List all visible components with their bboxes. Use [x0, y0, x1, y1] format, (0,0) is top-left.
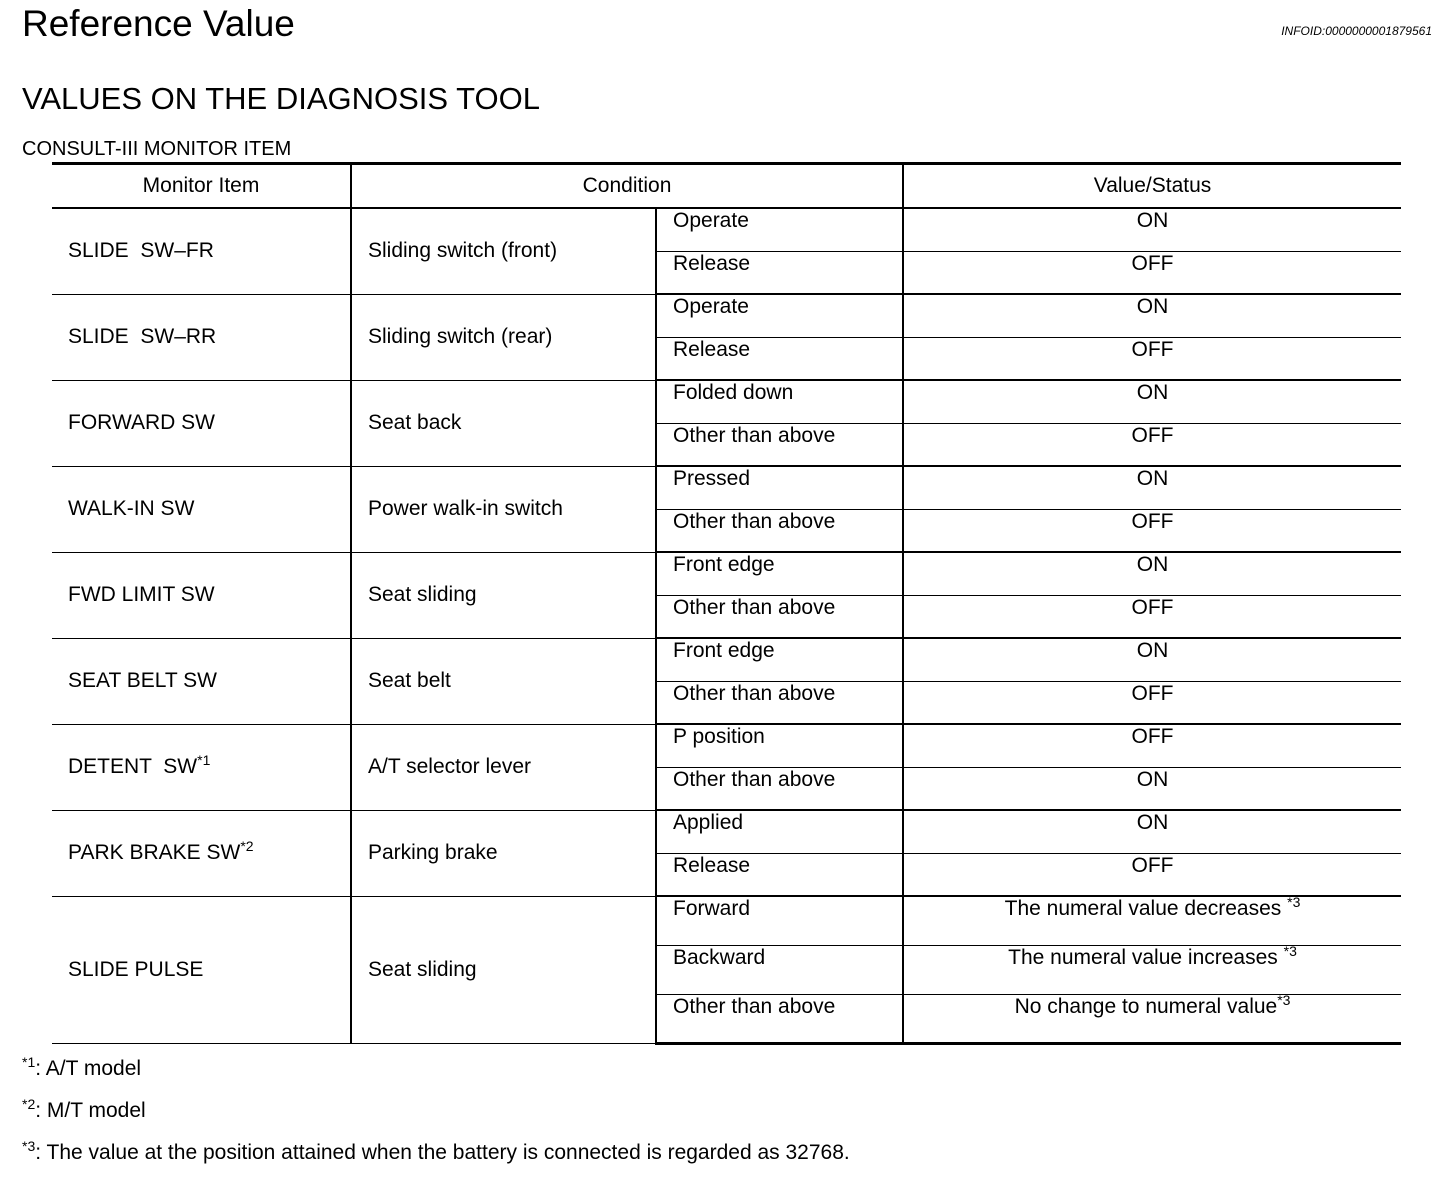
sub-condition-cell: Release	[656, 853, 903, 896]
value-status-text: ON	[1136, 639, 1169, 662]
monitor-item-cell	[52, 638, 351, 724]
value-status-cell	[903, 638, 1401, 681]
monitor-item-cell	[52, 380, 351, 466]
table-row	[52, 724, 1401, 767]
value-status-cell	[903, 380, 1401, 423]
monitor-item-cell	[52, 466, 351, 552]
sub-condition-cell: Other than above	[656, 423, 903, 466]
value-status-text: ON	[1136, 553, 1169, 576]
footnote-mark: *1	[22, 1054, 36, 1070]
sub-condition-cell: Release	[656, 251, 903, 294]
condition-cell: Power walk-in switch	[351, 466, 656, 552]
value-status-text: The numeral value decreases	[1004, 897, 1288, 920]
value-status-text: OFF	[1131, 681, 1174, 705]
value-status-text: No change to numeral value	[1014, 994, 1278, 1018]
sub-condition-cell: P position	[656, 724, 903, 767]
table-body	[52, 208, 1401, 1043]
value-status-cell	[903, 896, 1401, 945]
monitor-item-cell	[52, 208, 351, 294]
monitor-item-label: SLIDE SW–FR	[68, 239, 214, 263]
header-condition: Condition	[351, 164, 903, 209]
monitor-item-cell	[52, 896, 351, 1043]
sub-condition-cell: Release	[656, 337, 903, 380]
info-id: INFOID:0000000001879561	[1281, 24, 1432, 38]
condition-cell: A/T selector lever	[351, 724, 656, 810]
sub-condition-cell: Front edge	[656, 638, 903, 681]
sub-condition-cell: Front edge	[656, 552, 903, 595]
value-status-text: OFF	[1131, 725, 1174, 748]
table-row	[52, 810, 1401, 853]
section-title: VALUES ON THE DIAGNOSIS TOOL	[22, 81, 540, 116]
sub-condition-cell: Other than above	[656, 681, 903, 724]
value-status-cell	[903, 942, 1401, 994]
value-status-text: OFF	[1131, 595, 1174, 619]
footnote-text: : M/T model	[35, 1099, 146, 1122]
value-status-text: OFF	[1131, 251, 1174, 275]
monitor-item-cell	[52, 724, 351, 810]
table-row	[52, 466, 1401, 509]
table-row	[52, 638, 1401, 681]
monitor-item-label: FORWARD SW	[68, 411, 215, 434]
footnote-mark: *2	[240, 838, 254, 854]
value-status-text: ON	[1136, 295, 1169, 318]
value-status-cell	[903, 208, 1401, 251]
footnote-mark: *3	[1283, 942, 1297, 959]
monitor-item-label: FWD LIMIT SW	[68, 583, 215, 606]
monitor-item-label: SLIDE SW–RR	[68, 325, 217, 348]
value-status-cell	[903, 724, 1401, 767]
value-status-cell	[903, 552, 1401, 595]
header-monitor-item: Monitor Item	[52, 164, 351, 209]
monitor-item-cell	[52, 294, 351, 380]
value-status-text: The numeral value increases	[1008, 945, 1284, 969]
sub-condition-cell: Other than above	[656, 595, 903, 638]
value-status-text: ON	[1136, 811, 1169, 834]
condition-cell: Sliding switch (front)	[351, 208, 656, 294]
condition-cell: Seat sliding	[351, 896, 656, 1043]
page-title: Reference Value	[22, 3, 295, 44]
condition-cell: Seat sliding	[351, 552, 656, 638]
sub-condition-cell: Operate	[656, 208, 903, 251]
footnote	[22, 1138, 850, 1180]
sub-condition-cell: Operate	[656, 294, 903, 337]
condition-cell: Parking brake	[351, 810, 656, 896]
value-status-text: ON	[1136, 209, 1169, 232]
value-status-cell	[903, 810, 1401, 853]
sub-condition-cell: Forward	[656, 896, 903, 945]
footnote-mark: *3	[22, 1138, 36, 1154]
value-status-cell	[903, 681, 1401, 724]
value-status-text: ON	[1136, 467, 1169, 490]
value-status-text: OFF	[1131, 337, 1174, 361]
monitor-item-label: SLIDE PULSE	[68, 957, 204, 981]
footnotes	[22, 1054, 850, 1180]
footnote-mark: *1	[197, 752, 211, 768]
footnote-mark: *2	[22, 1096, 36, 1112]
footnote-mark: *3	[1287, 894, 1301, 910]
footnote-text: : A/T model	[35, 1057, 142, 1080]
value-status-text: OFF	[1131, 509, 1174, 533]
table-row	[52, 896, 1401, 945]
monitor-item-label: DETENT SW	[68, 755, 198, 778]
value-status-text: ON	[1136, 767, 1169, 791]
monitor-item-label: SEAT BELT SW	[68, 669, 217, 692]
monitor-item-label: WALK-IN SW	[68, 497, 195, 520]
monitor-item-label: PARK BRAKE SW	[68, 841, 241, 864]
value-status-cell	[903, 595, 1401, 638]
value-status-text: OFF	[1131, 853, 1174, 877]
sub-condition-cell: Other than above	[656, 509, 903, 552]
sub-condition-cell: Other than above	[656, 994, 903, 1043]
monitor-item-table	[52, 162, 1401, 1045]
value-status-cell	[903, 337, 1401, 380]
subsection-title: CONSULT-III MONITOR ITEM	[22, 138, 292, 160]
sub-condition-cell: Folded down	[656, 380, 903, 423]
table-row	[52, 294, 1401, 337]
header-value-status: Value/Status	[903, 164, 1401, 209]
table-row	[52, 552, 1401, 595]
table-row	[52, 208, 1401, 251]
value-status-cell	[903, 466, 1401, 509]
condition-cell: Seat back	[351, 380, 656, 466]
monitor-item-cell	[52, 810, 351, 896]
value-status-cell	[903, 853, 1401, 896]
sub-condition-cell: Pressed	[656, 466, 903, 509]
sub-condition-cell: Applied	[656, 810, 903, 853]
footnote	[22, 1054, 850, 1096]
value-status-text: ON	[1136, 381, 1169, 404]
sub-condition-cell: Backward	[656, 945, 903, 994]
value-status-text: OFF	[1131, 423, 1174, 447]
table-header-row	[52, 164, 1401, 209]
monitor-item-cell	[52, 552, 351, 638]
value-status-cell	[903, 294, 1401, 337]
footnote-mark: *3	[1277, 991, 1291, 1008]
sub-condition-cell: Other than above	[656, 767, 903, 810]
footnote	[22, 1096, 850, 1138]
footnote-text: : The value at the position attained when the battery is connected is regarded as 32768.	[35, 1141, 850, 1164]
value-status-cell	[903, 423, 1401, 466]
value-status-cell	[903, 991, 1401, 1043]
condition-cell: Seat belt	[351, 638, 656, 724]
value-status-cell	[903, 509, 1401, 552]
value-status-cell	[903, 767, 1401, 810]
condition-cell: Sliding switch (rear)	[351, 294, 656, 380]
table-row	[52, 380, 1401, 423]
value-status-cell	[903, 251, 1401, 294]
